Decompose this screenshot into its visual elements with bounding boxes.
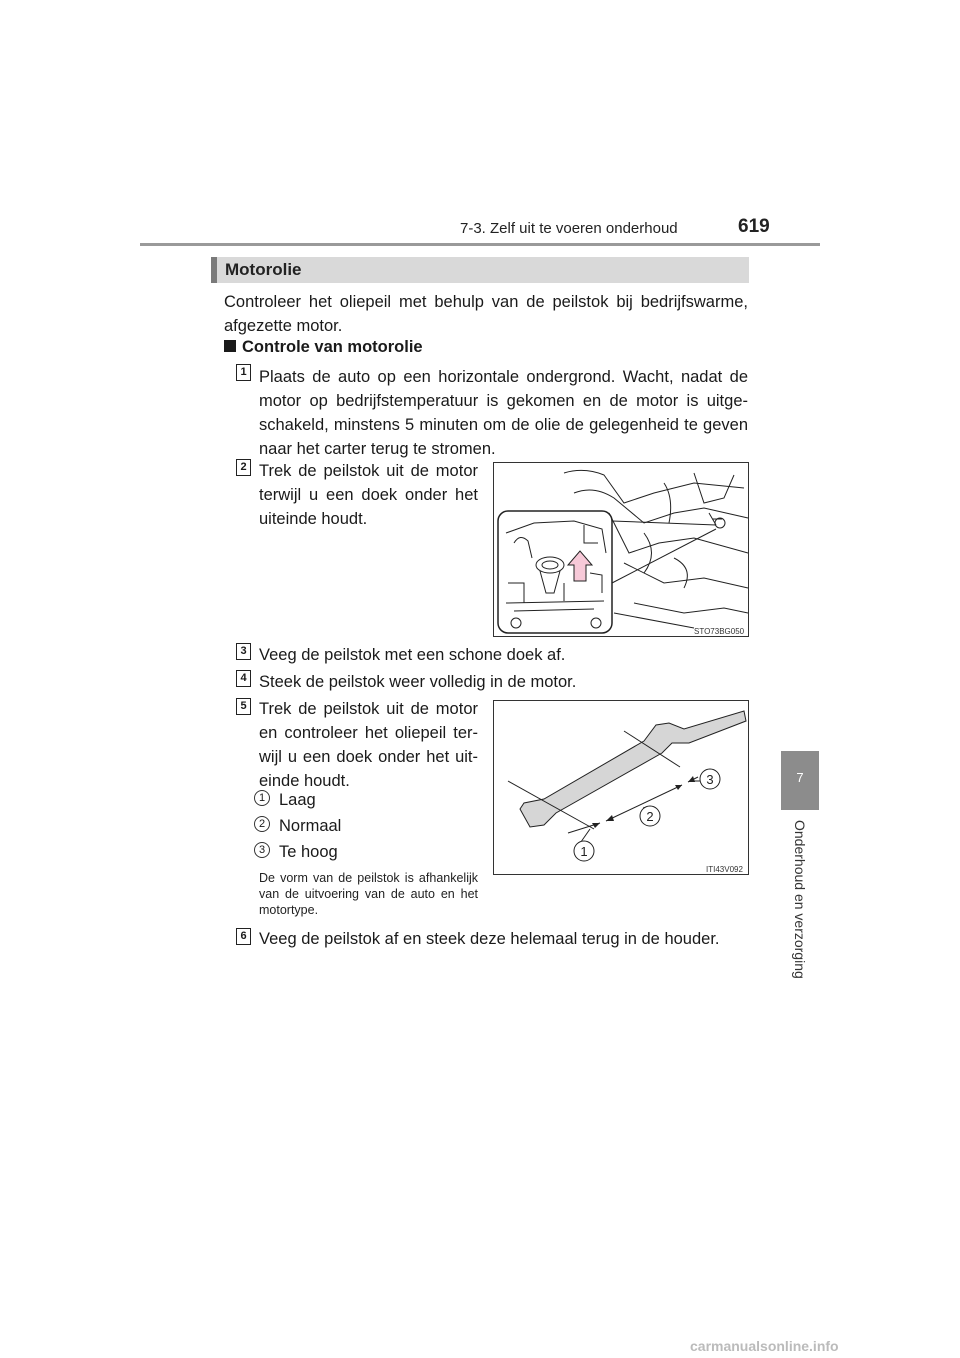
level-marker-1: 1 — [254, 790, 270, 806]
chapter-title: Onderhoud en verzorging — [792, 820, 808, 979]
step-badge-4: 4 — [236, 670, 251, 687]
engine-figure-code: STO73BG050 — [694, 627, 745, 636]
step-badge-2: 2 — [236, 459, 251, 476]
level-marker-2: 2 — [254, 816, 270, 832]
watermark: carmanualsonline.info — [690, 1338, 839, 1354]
step-text-2: Trek de peilstok uit de motor terwijl u een doek onder het uiteinde houdt. — [259, 462, 478, 528]
step-badge-3: 3 — [236, 643, 251, 660]
level-label-normal: Normaal — [279, 817, 342, 835]
step-badge-6: 6 — [236, 928, 251, 945]
note-text: De vorm van de peilstok is afhankelijk van de uitvoering van de auto en het motortype. — [259, 871, 478, 917]
engine-illustration — [494, 463, 750, 638]
step-text-6: Veeg de peilstok af en steek deze helemaal terug in de houder. — [259, 930, 720, 948]
page-number: 619 — [738, 216, 770, 237]
step-text-1: Plaats de auto op een horizontale ondergrond. Wacht, nadat de motor op bedrijfstemperatuur is gekomen en de motor is uitge- schakeld, minstens 5 minuten om de olie de gelegenheid te geven naar het carter terug te stromen. — [259, 368, 748, 458]
step-badge-1: 1 — [236, 364, 251, 381]
square-bullet-icon — [224, 340, 236, 352]
intro-paragraph: Controleer het oliepeil met behulp van de peilstok bij bedrijfswarme, afgezette motor. — [224, 293, 748, 335]
level-label-high: Te hoog — [279, 843, 338, 861]
level-label-low: Laag — [279, 791, 316, 809]
dipstick-figure — [493, 700, 749, 875]
subheading-text: Controle van motorolie — [242, 338, 423, 356]
step-text-4: Steek de peilstok weer volledig in de motor. — [259, 673, 577, 691]
dipstick-illustration — [494, 701, 750, 876]
step-badge-5: 5 — [236, 698, 251, 715]
chapter-number: 7 — [796, 770, 804, 785]
engine-figure — [493, 462, 749, 637]
header-rule — [140, 243, 820, 246]
level-marker-3: 3 — [254, 842, 270, 858]
running-header-section: 7-3. Zelf uit te voeren onderhoud — [460, 220, 678, 237]
callout-3: 3 — [706, 772, 714, 787]
callout-2: 2 — [646, 809, 654, 824]
step-text-5: Trek de peilstok uit de motor en controleer het oliepeil ter- wijl u een doek onder het uit- einde houdt. — [259, 700, 478, 790]
callout-1: 1 — [580, 844, 588, 859]
section-title: Motorolie — [225, 260, 302, 279]
dipstick-figure-code: ITI43V092 — [706, 865, 743, 874]
step-text-3: Veeg de peilstok met een schone doek af. — [259, 646, 566, 664]
subheading — [224, 338, 423, 357]
